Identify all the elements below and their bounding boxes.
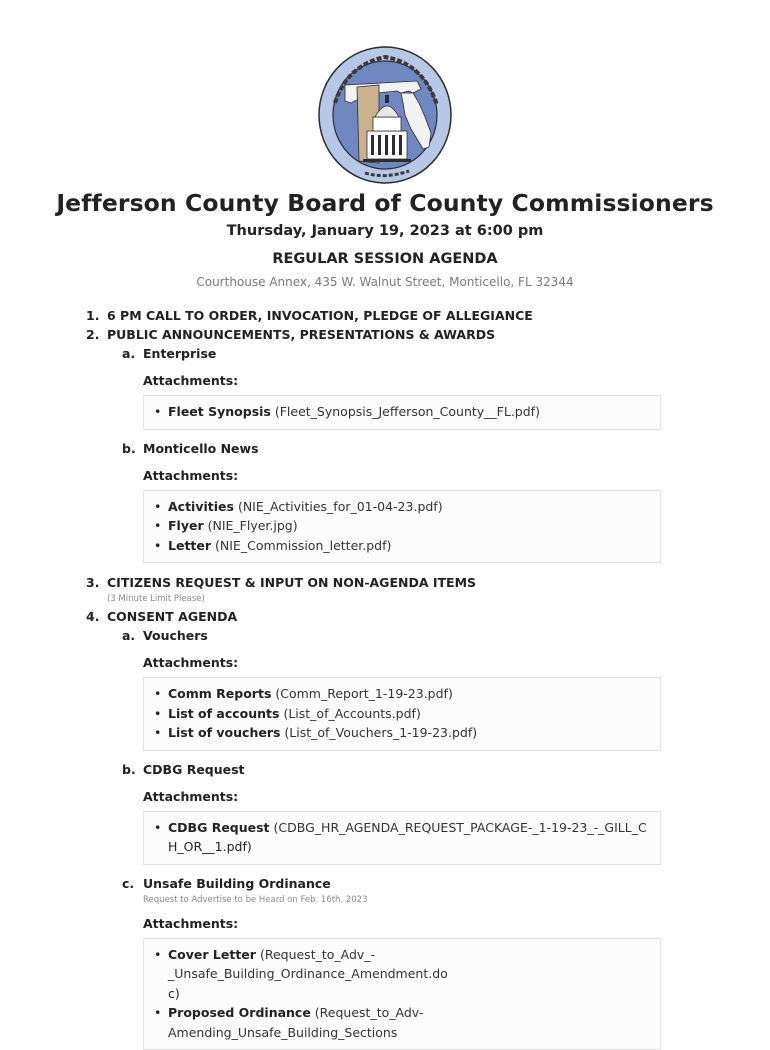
agenda-item-3 <box>86 573 770 592</box>
subitem-letter: a. <box>122 626 143 645</box>
agenda-item-4 <box>86 607 770 626</box>
attachment-item[interactable] <box>154 704 650 724</box>
attachment-file-link[interactable]: (CDBG_HR_AGENDA_REQUEST_PACKAGE-_1-19-23_-_GILL_C <box>274 820 647 835</box>
attachment-name: List of vouchers <box>168 725 280 740</box>
bullet-icon: • <box>154 723 161 743</box>
attachment-item[interactable] <box>154 402 650 422</box>
attachment-item[interactable] <box>154 497 650 517</box>
subitem-letter: c. <box>122 874 143 893</box>
attachment-item[interactable] <box>154 945 650 1004</box>
attachment-name: Activities <box>168 499 234 514</box>
agenda-subitem-4b <box>122 760 770 779</box>
attachment-name: List of accounts <box>168 706 279 721</box>
attachments-label: Attachments: <box>143 787 770 806</box>
attachment-file-link[interactable]: (List_of_Vouchers_1-19-23.pdf) <box>284 725 477 740</box>
session-heading: REGULAR SESSION AGENDA <box>0 251 770 267</box>
attachment-name: CDBG Request <box>168 820 270 835</box>
page-title: Jefferson County Board of County Commissioners <box>0 189 770 217</box>
attachment-name: Cover Letter <box>168 947 256 962</box>
subitem-title: Vouchers <box>143 628 208 643</box>
attachments-label: Attachments: <box>143 466 770 485</box>
bullet-icon: • <box>154 516 161 536</box>
agenda-subitem-2a <box>122 344 770 363</box>
attachment-name: Proposed Ordinance <box>168 1005 311 1020</box>
attachment-item[interactable] <box>154 818 650 857</box>
attachment-file-link[interactable]: (NIE_Commission_letter.pdf) <box>215 538 391 553</box>
bullet-icon: • <box>154 818 161 838</box>
meeting-location: Courthouse Annex, 435 W. Walnut Street, Monticello, FL 32344 <box>0 275 770 289</box>
attachment-file-link[interactable]: (Comm_Report_1-19-23.pdf) <box>275 686 452 701</box>
bullet-icon: • <box>154 497 161 517</box>
subitem-title: CDBG Request <box>143 762 245 777</box>
attachment-file-link[interactable]: (List_of_Accounts.pdf) <box>283 706 420 721</box>
subitem-title: Unsafe Building Ordinance <box>143 876 331 891</box>
bullet-icon: • <box>154 536 161 556</box>
attachment-item[interactable] <box>154 536 650 556</box>
attachment-file-link-continued[interactable]: c) <box>168 984 650 1004</box>
attachment-file-link[interactable]: (Fleet_Synopsis_Jefferson_County__FL.pdf) <box>275 404 540 419</box>
agenda-subitem-4a <box>122 626 770 645</box>
attachments-label: Attachments: <box>143 914 770 933</box>
attachment-file-link[interactable]: (NIE_Flyer.jpg) <box>208 518 298 533</box>
bullet-icon: • <box>154 684 161 704</box>
attachments-box <box>143 811 661 865</box>
agenda-list <box>0 306 770 1050</box>
item-title: CITIZENS REQUEST & INPUT ON NON-AGENDA ITEMS <box>107 575 476 590</box>
attachment-name: Letter <box>168 538 211 553</box>
attachment-item[interactable] <box>154 723 650 743</box>
attachment-item[interactable] <box>154 1003 650 1042</box>
subitem-title: Enterprise <box>143 346 216 361</box>
subitem-letter: a. <box>122 344 143 363</box>
attachments-box <box>143 677 661 751</box>
subitem-note: Request to Advertise to be Heard on Feb. 16th, 2023 <box>143 893 770 908</box>
attachment-file-link-continued[interactable]: H_OR__1.pdf) <box>168 837 650 857</box>
subitem-title: Monticello News <box>143 441 259 456</box>
bullet-icon: • <box>154 1003 161 1023</box>
item-title: 6 PM CALL TO ORDER, INVOCATION, PLEDGE OF ALLEGIANCE <box>107 308 533 323</box>
agenda-subitem-2b <box>122 439 770 458</box>
attachments-label: Attachments: <box>143 653 770 672</box>
attachment-item[interactable] <box>154 516 650 536</box>
county-seal-logo <box>317 45 453 185</box>
attachment-file-link[interactable]: (NIE_Activities_for_01-04-23.pdf) <box>238 499 443 514</box>
attachments-box <box>143 395 661 430</box>
attachment-name: Flyer <box>168 518 204 533</box>
bullet-icon: • <box>154 945 161 965</box>
item-number: 1. <box>86 306 107 325</box>
item-number: 2. <box>86 325 107 344</box>
meeting-date: Thursday, January 19, 2023 at 6:00 pm <box>0 223 770 239</box>
bullet-icon: • <box>154 402 161 422</box>
item-number: 3. <box>86 573 107 592</box>
attachment-file-link[interactable]: (Request_to_Adv_-_Unsafe_Building_Ordinance_Amendment.do <box>168 947 448 982</box>
attachments-box <box>143 938 661 1050</box>
attachment-name: Comm Reports <box>168 686 271 701</box>
county-seal-graphic <box>317 45 453 185</box>
attachment-item[interactable] <box>154 684 650 704</box>
attachment-file-link[interactable]: (Request_to_Adv-Amending_Unsafe_Building_Sections <box>168 1005 423 1040</box>
item-title: PUBLIC ANNOUNCEMENTS, PRESENTATIONS & AWARDS <box>107 327 495 342</box>
subitem-letter: b. <box>122 760 143 779</box>
agenda-subitem-4c <box>122 874 770 893</box>
bullet-icon: • <box>154 704 161 724</box>
item-title: CONSENT AGENDA <box>107 609 237 624</box>
agenda-item-1 <box>86 306 770 325</box>
attachments-box <box>143 490 661 564</box>
subitem-letter: b. <box>122 439 143 458</box>
attachments-label: Attachments: <box>143 371 770 390</box>
item-note: (3 Minute Limit Please) <box>107 592 770 607</box>
item-number: 4. <box>86 607 107 626</box>
attachment-name: Fleet Synopsis <box>168 404 271 419</box>
agenda-item-2 <box>86 325 770 344</box>
